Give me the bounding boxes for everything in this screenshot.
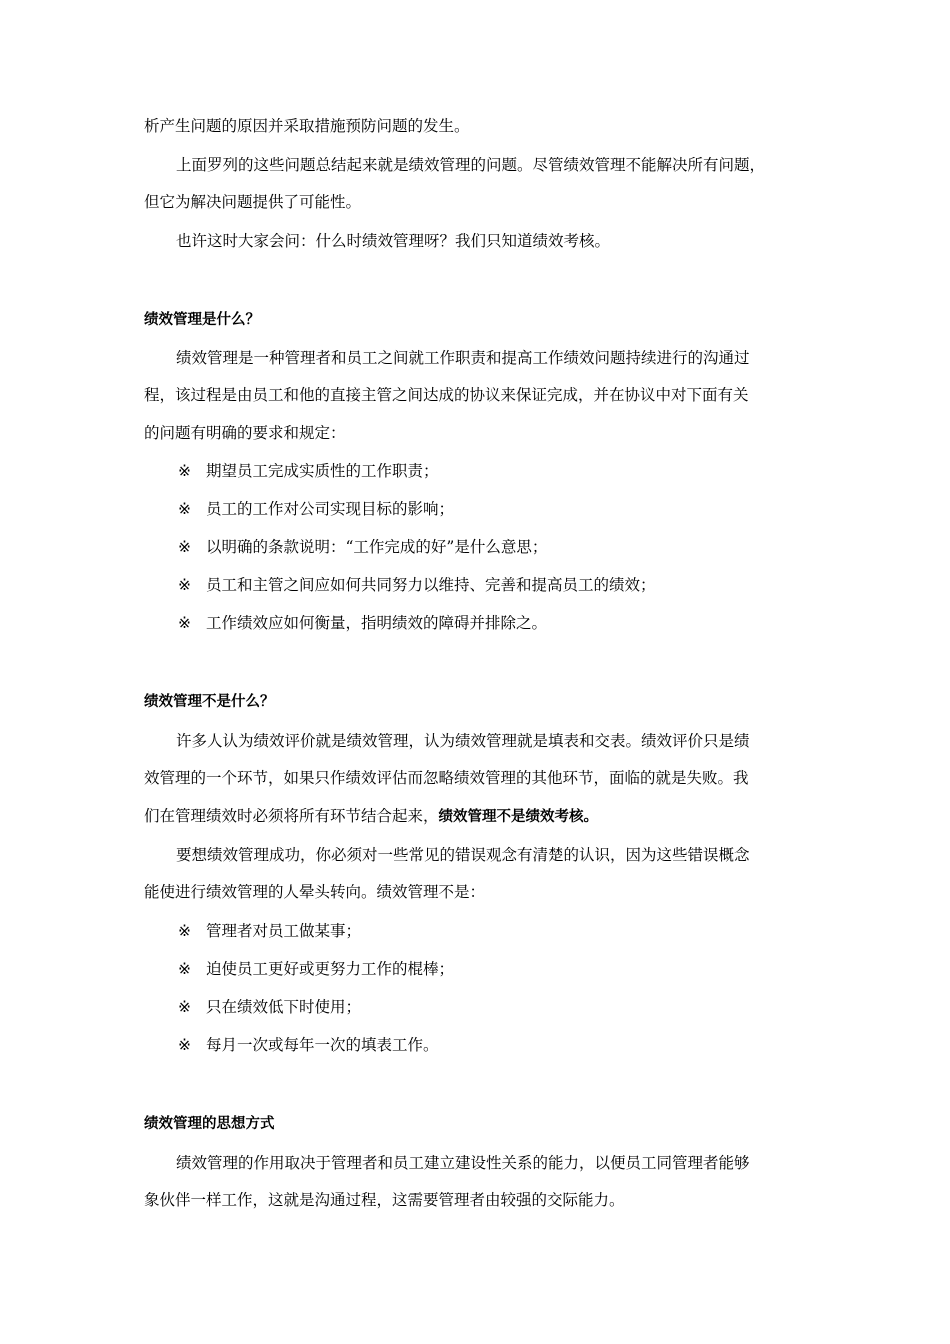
reference-mark-icon: ※ [178, 1036, 191, 1054]
section-heading: 绩效管理的思想方式 [144, 1116, 275, 1132]
intro-paragraph-line: 析产生问题的原因并采取措施预防问题的发生。 [144, 117, 470, 135]
reference-mark-icon: ※ [178, 614, 191, 632]
section-paragraph-line: 能使进行绩效管理的人晕头转向。绩效管理不是： [144, 883, 486, 901]
paragraph-text: 们在管理绩效时必须将所有环节结合起来， [144, 807, 439, 825]
reference-mark-icon: ※ [178, 576, 191, 594]
emphasis-text: 绩效管理不是绩效考核。 [438, 809, 599, 825]
list-item [178, 997, 361, 1017]
list-item [178, 613, 547, 633]
list-item [178, 537, 547, 557]
list-item [178, 461, 439, 481]
list-item [178, 921, 361, 941]
section-paragraph-line: 的问题有明确的要求和规定： [144, 424, 346, 442]
section-paragraph-line: 要想绩效管理成功，你必须对一些常见的错误观念有清楚的认识，因为这些错误概念 [176, 846, 750, 864]
section-paragraph-line: 象伙伴一样工作，这就是沟通过程，这需要管理者由较强的交际能力。 [144, 1191, 625, 1209]
section-heading: 绩效管理是什么？ [144, 312, 260, 328]
list-item-text: 工作绩效应如何衡量，指明绩效的障碍并排除之。 [206, 614, 548, 632]
list-item-text: 迫使员工更好或更努力工作的棍棒； [206, 960, 455, 978]
reference-mark-icon: ※ [178, 960, 191, 978]
section-paragraph-line: 许多人认为绩效评价就是绩效管理，认为绩效管理就是填表和交表。绩效评价只是绩 [176, 732, 750, 750]
section-paragraph-line [144, 806, 598, 827]
list-item [178, 1035, 439, 1055]
list-item-text: 员工的工作对公司实现目标的影响； [206, 500, 455, 518]
reference-mark-icon: ※ [178, 538, 191, 556]
reference-mark-icon: ※ [178, 998, 191, 1016]
intro-paragraph-line: 但它为解决问题提供了可能性。 [144, 193, 362, 211]
list-item [178, 959, 454, 979]
list-item-text: 每月一次或每年一次的填表工作。 [206, 1036, 439, 1054]
list-item-text: 管理者对员工做某事； [206, 922, 362, 940]
list-item-text: 员工和主管之间应如何共同努力以维持、完善和提高员工的绩效； [206, 576, 656, 594]
list-item-text: 只在绩效低下时使用； [206, 998, 362, 1016]
list-item [178, 575, 656, 595]
section-paragraph-line: 效管理的一个环节，如果只作绩效评估而忽略绩效管理的其他环节，面临的就是失败。我 [144, 769, 749, 787]
list-item-text: 期望员工完成实质性的工作职责； [206, 462, 439, 480]
section-paragraph-line: 绩效管理的作用取决于管理者和员工建立建设性关系的能力，以便员工同管理者能够 [176, 1154, 750, 1172]
section-heading: 绩效管理不是什么？ [144, 694, 275, 710]
intro-paragraph-line: 也许这时大家会问：什么时绩效管理呀？我们只知道绩效考核。 [176, 232, 611, 250]
list-item [178, 499, 454, 519]
intro-paragraph-line: 上面罗列的这些问题总结起来就是绩效管理的问题。尽管绩效管理不能解决所有问题， [176, 156, 766, 174]
section-paragraph-line: 程，该过程是由员工和他的直接主管之间达成的协议来保证完成，并在协议中对下面有关 [144, 386, 749, 404]
reference-mark-icon: ※ [178, 922, 191, 940]
list-item-text: 以明确的条款说明：“工作完成的好”是什么意思； [206, 538, 548, 556]
section-paragraph-line: 绩效管理是一种管理者和员工之间就工作职责和提高工作绩效问题持续进行的沟通过 [176, 349, 750, 367]
reference-mark-icon: ※ [178, 500, 191, 518]
reference-mark-icon: ※ [178, 462, 191, 480]
